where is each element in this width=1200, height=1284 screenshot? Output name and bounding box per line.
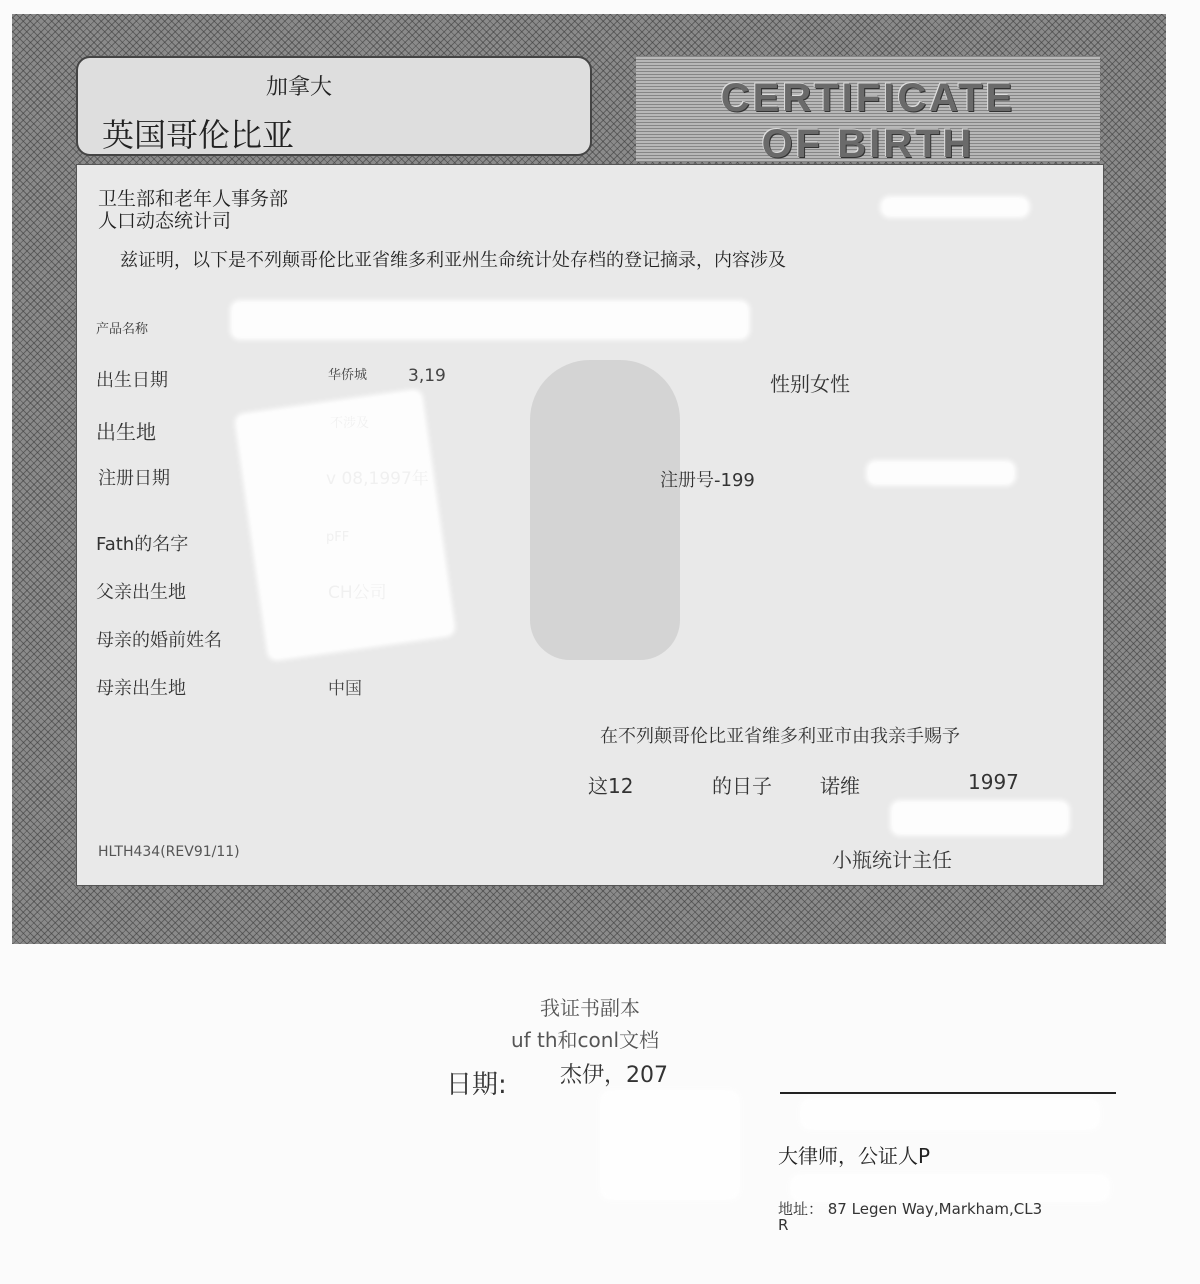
certificate-title-line2: OF BIRTH: [761, 122, 975, 166]
father-birthplace-label: 父亲出生地: [96, 582, 186, 603]
redaction: [866, 460, 1016, 486]
country-label: 加拿大: [266, 75, 333, 100]
signature-line: [780, 1092, 1116, 1094]
birth-date-value: 3,19: [408, 366, 446, 386]
given-statement: 在不列颠哥伦比亚省维多利亚市由我亲手赐予: [600, 726, 960, 747]
registration-date-label: 注册日期: [98, 468, 170, 489]
birth-date-label: 出生日期: [96, 370, 168, 391]
birthplace-label: 出生地: [96, 420, 156, 444]
division-name: 人口动态统计司: [98, 210, 232, 232]
certificate-title-line1: CERTIFICATE: [720, 76, 1016, 120]
father-name-label: Fath的名字: [96, 534, 189, 555]
given-month: 诺维: [820, 774, 860, 798]
copy-statement: 我证书副本: [540, 996, 640, 1020]
date-label: 日期:: [446, 1070, 507, 1100]
mother-maiden-name-label: 母亲的婚前姓名: [96, 630, 222, 651]
certify-statement: 兹证明，以下是不列颠哥伦比亚省维多利亚州生命统计处存档的登记摘录，内容涉及: [120, 250, 786, 271]
date-value: 杰伊，207: [560, 1063, 668, 1088]
sex-value: 性别女性: [770, 372, 850, 396]
lawyer-title: 大律师，公证人P: [778, 1144, 931, 1168]
redaction: [230, 300, 750, 340]
notary-address-cont: R: [778, 1216, 789, 1234]
province-label: 英国哥伦比亚: [102, 116, 295, 154]
mother-birthplace-label: 母亲出生地: [96, 678, 186, 699]
redaction: [600, 1090, 740, 1200]
signer-title: 小瓶统计主任: [832, 848, 952, 872]
registration-number: 注册号-199: [660, 470, 755, 491]
redaction: [890, 800, 1070, 836]
redaction: [880, 196, 1030, 218]
given-day: 这12: [588, 774, 634, 798]
redaction: [800, 1098, 1100, 1130]
given-of-day: 的日子: [712, 774, 772, 798]
watermark-seal: [530, 360, 680, 660]
ministry-name: 卫生部和老年人事务部: [98, 188, 289, 210]
mother-birthplace-value: 中国: [328, 679, 362, 699]
birth-date-prefix: 华侨城: [328, 368, 368, 383]
original-document-statement: uf th和conl文档: [510, 1028, 660, 1052]
form-code: HLTH434(REV91/11): [98, 844, 240, 860]
name-label: 产品名称: [96, 322, 149, 337]
given-year: 1997: [968, 770, 1019, 794]
notary-address: 地址： 87 Legen Way,Markham,CL3: [778, 1200, 1043, 1218]
redaction: [234, 388, 457, 662]
